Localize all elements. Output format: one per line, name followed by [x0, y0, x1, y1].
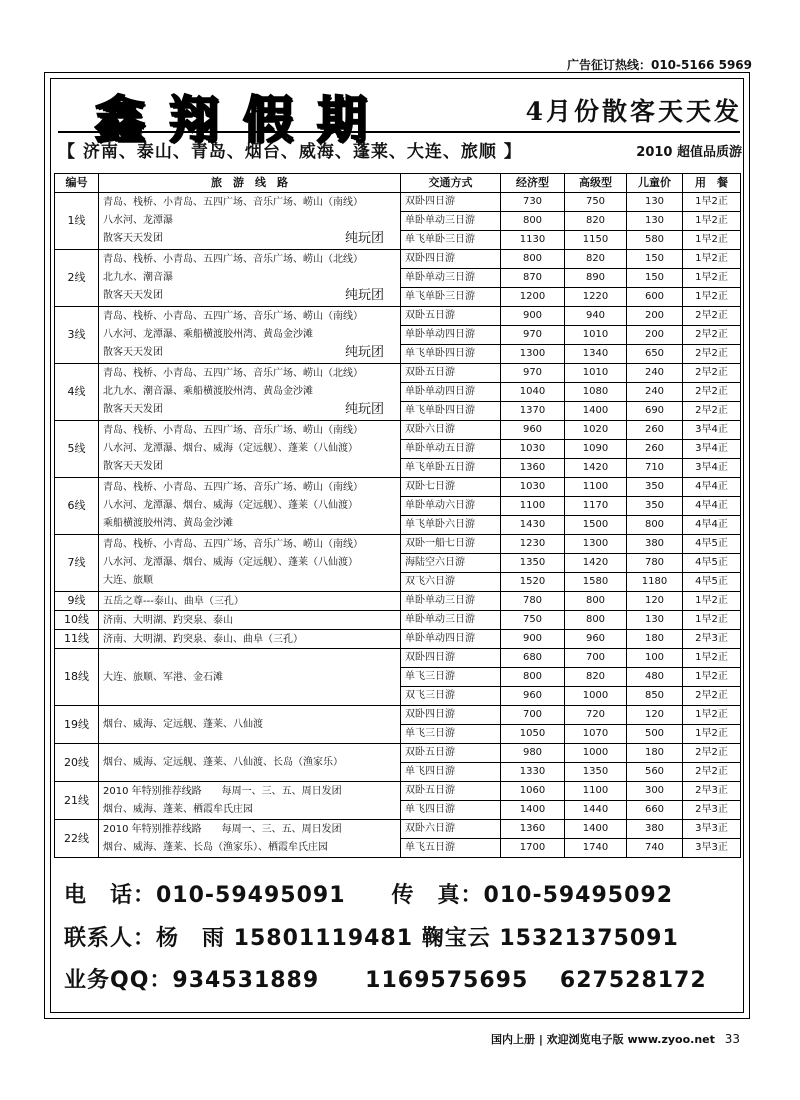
premium-price: 1070 [565, 725, 627, 744]
meals: 4早5正 [683, 554, 741, 573]
route-description [99, 611, 401, 630]
transport-mode: 双卧五日游 [401, 307, 501, 326]
table-header-row [55, 174, 741, 193]
premium-price: 1420 [565, 459, 627, 478]
child-price: 600 [627, 288, 683, 307]
route-description-line: 散客天天发团 [103, 461, 163, 472]
route-description-line: 乘船横渡胶州湾、黄岛金沙滩 [103, 518, 233, 529]
col-header-child: 儿童价 [627, 174, 683, 193]
economy-price: 1060 [501, 782, 565, 801]
premium-price: 1350 [565, 763, 627, 782]
meals: 2早2正 [683, 307, 741, 326]
transport-mode: 双卧四日游 [401, 250, 501, 269]
premium-price: 1400 [565, 820, 627, 839]
col-header-route: 旅 游 线 路 [99, 174, 401, 193]
premium-price: 1580 [565, 573, 627, 592]
col-header-meals: 用 餐 [683, 174, 741, 193]
child-price: 380 [627, 535, 683, 554]
meals: 1早2正 [683, 250, 741, 269]
premium-price: 940 [565, 307, 627, 326]
transport-mode: 海陆空六日游 [401, 554, 501, 573]
route-description-line: 烟台、威海、蓬莱、长岛（渔家乐）、栖霞牟氏庄园 [103, 841, 328, 853]
route-number: 20线 [55, 744, 99, 782]
child-price: 130 [627, 212, 683, 231]
transport-mode: 双飞三日游 [401, 687, 501, 706]
ad-hotline: 广告征订热线：010-5166 5969 [566, 58, 752, 72]
route-description-line: 散客天天发团 [103, 290, 163, 301]
premium-price: 1010 [565, 364, 627, 383]
meals: 1早2正 [683, 193, 741, 212]
brand-title: 鑫翔假期 [95, 90, 391, 149]
transport-mode: 双卧五日游 [401, 744, 501, 763]
route-description-line: 济南、大明湖、趵突泉、泰山 [103, 614, 233, 626]
table-row [55, 478, 741, 497]
route-number: 9线 [55, 592, 99, 611]
premium-price: 1150 [565, 231, 627, 250]
transport-mode: 单飞单卧三日游 [401, 231, 501, 250]
page-footer [491, 1031, 740, 1047]
route-description-line: 散客天天发团 [103, 404, 163, 415]
meals: 3早4正 [683, 440, 741, 459]
route-description-line: 烟台、威海、蓬莱、栖霞牟氏庄园 [103, 803, 253, 815]
premium-price: 1090 [565, 440, 627, 459]
child-price: 300 [627, 782, 683, 801]
economy-price: 730 [501, 193, 565, 212]
routes-table [54, 173, 741, 858]
premium-price: 820 [565, 668, 627, 687]
premium-price: 1020 [565, 421, 627, 440]
route-number: 21线 [55, 782, 99, 820]
child-price: 130 [627, 193, 683, 212]
monthly-heading: 4月份散客天天发 [525, 97, 742, 126]
premium-price: 1010 [565, 326, 627, 345]
route-number: 11线 [55, 630, 99, 649]
economy-price: 1030 [501, 440, 565, 459]
quality-label: 2010 超值品质游 [636, 145, 742, 160]
qq-line: 业务QQ：934531889 1169575695 627528172 [64, 968, 707, 993]
transport-mode: 双卧四日游 [401, 649, 501, 668]
child-price: 150 [627, 250, 683, 269]
table-row [55, 592, 741, 611]
meals: 3早4正 [683, 421, 741, 440]
premium-price: 1100 [565, 478, 627, 497]
routes-body [55, 193, 741, 858]
table-row [55, 250, 741, 269]
route-description-line: 散客天天发团 [103, 233, 163, 244]
table-row [55, 307, 741, 326]
transport-mode: 单卧单动四日游 [401, 630, 501, 649]
route-number: 1线 [55, 193, 99, 250]
route-description-line: 青岛、栈桥、小青岛、五四广场、音乐广场、崂山（南线） [103, 482, 363, 493]
meals: 2早3正 [683, 801, 741, 820]
transport-mode: 单飞单卧六日游 [401, 516, 501, 535]
transport-mode: 单卧单动四日游 [401, 383, 501, 402]
col-header-transport: 交通方式 [401, 174, 501, 193]
route-description-line: 青岛、栈桥、小青岛、五四广场、音乐广场、崂山（南线） [103, 197, 363, 208]
economy-price: 1130 [501, 231, 565, 250]
route-number: 2线 [55, 250, 99, 307]
transport-mode: 双卧六日游 [401, 421, 501, 440]
meals: 2早2正 [683, 744, 741, 763]
economy-price: 1370 [501, 402, 565, 421]
premium-price: 1400 [565, 402, 627, 421]
col-header-premium: 高级型 [565, 174, 627, 193]
route-description [99, 535, 401, 592]
transport-mode: 单飞四日游 [401, 801, 501, 820]
route-number: 22线 [55, 820, 99, 858]
transport-mode: 双卧四日游 [401, 706, 501, 725]
transport-mode: 双飞六日游 [401, 573, 501, 592]
premium-price: 960 [565, 630, 627, 649]
route-description-line: 青岛、栈桥、小青岛、五四广场、音乐广场、崂山（南线） [103, 539, 363, 550]
route-description-line: 八水河、龙潭瀑、乘船横渡胶州湾、黄岛金沙滩 [103, 329, 313, 340]
economy-price: 800 [501, 250, 565, 269]
child-price: 780 [627, 554, 683, 573]
child-price: 710 [627, 459, 683, 478]
route-description [99, 649, 401, 706]
economy-price: 1230 [501, 535, 565, 554]
child-price: 740 [627, 839, 683, 858]
route-description [99, 250, 401, 307]
route-description-line: 八水河、龙潭瀑、烟台、威海（定远舰）、蓬莱（八仙渡） [103, 557, 358, 568]
header-divider [58, 131, 740, 133]
route-description-line: 北九水、潮音瀑 [103, 272, 173, 283]
child-price: 690 [627, 402, 683, 421]
child-price: 240 [627, 364, 683, 383]
child-price: 560 [627, 763, 683, 782]
economy-price: 1360 [501, 459, 565, 478]
child-price: 580 [627, 231, 683, 250]
economy-price: 1100 [501, 497, 565, 516]
transport-mode: 单卧单动四日游 [401, 326, 501, 345]
transport-mode: 单飞三日游 [401, 725, 501, 744]
child-price: 480 [627, 668, 683, 687]
meals: 1早2正 [683, 611, 741, 630]
route-number: 4线 [55, 364, 99, 421]
transport-mode: 单卧单动五日游 [401, 440, 501, 459]
transport-mode: 单飞单卧五日游 [401, 459, 501, 478]
child-price: 150 [627, 269, 683, 288]
premium-price: 1300 [565, 535, 627, 554]
page-number: 33 [724, 1032, 740, 1046]
route-description [99, 307, 401, 364]
transport-mode: 单飞单卧三日游 [401, 288, 501, 307]
economy-price: 1430 [501, 516, 565, 535]
transport-mode: 单飞单卧四日游 [401, 402, 501, 421]
table-row [55, 782, 741, 801]
meals: 2早3正 [683, 630, 741, 649]
route-description [99, 421, 401, 478]
pure-tour-tag: 纯玩团 [344, 231, 384, 246]
pure-tour-tag: 纯玩团 [344, 345, 384, 360]
premium-price: 1170 [565, 497, 627, 516]
meals: 2早2正 [683, 763, 741, 782]
economy-price: 970 [501, 326, 565, 345]
route-description [99, 193, 401, 250]
transport-mode: 单卧单动三日游 [401, 212, 501, 231]
economy-price: 870 [501, 269, 565, 288]
premium-price: 1340 [565, 345, 627, 364]
economy-price: 960 [501, 421, 565, 440]
route-description-line: 青岛、栈桥、小青岛、五四广场、音乐广场、崂山（南线） [103, 425, 363, 436]
meals: 2早2正 [683, 326, 741, 345]
route-number: 5线 [55, 421, 99, 478]
pure-tour-tag: 纯玩团 [344, 288, 384, 303]
child-price: 350 [627, 497, 683, 516]
contact-persons-line: 联系人：杨 雨 15801119481 鞠宝云 15321375091 [64, 926, 679, 951]
route-number: 18线 [55, 649, 99, 706]
premium-price: 720 [565, 706, 627, 725]
route-description-line: 青岛、栈桥、小青岛、五四广场、音乐广场、崂山（北线） [103, 368, 363, 379]
meals: 4早4正 [683, 516, 741, 535]
economy-price: 800 [501, 212, 565, 231]
meals: 1早2正 [683, 668, 741, 687]
route-description-line: 烟台、威海、定远舰、蓬莱、八仙渡、长岛（渔家乐） [103, 756, 343, 768]
economy-price: 1040 [501, 383, 565, 402]
transport-mode: 双卧六日游 [401, 820, 501, 839]
transport-mode: 双卧七日游 [401, 478, 501, 497]
economy-price: 800 [501, 668, 565, 687]
meals: 4早5正 [683, 535, 741, 554]
phone-fax-line: 电 话：010-59495091 传 真：010-59495092 [64, 883, 674, 908]
economy-price: 780 [501, 592, 565, 611]
transport-mode: 双卧五日游 [401, 364, 501, 383]
premium-price: 1000 [565, 687, 627, 706]
premium-price: 1500 [565, 516, 627, 535]
child-price: 240 [627, 383, 683, 402]
economy-price: 980 [501, 744, 565, 763]
route-description [99, 630, 401, 649]
child-price: 660 [627, 801, 683, 820]
route-description-line: 烟台、威海、定远舰、蓬莱、八仙渡 [103, 718, 263, 730]
economy-price: 1200 [501, 288, 565, 307]
economy-price: 900 [501, 630, 565, 649]
meals: 4早4正 [683, 478, 741, 497]
meals: 2早2正 [683, 402, 741, 421]
meals: 1早2正 [683, 592, 741, 611]
child-price: 260 [627, 440, 683, 459]
route-description [99, 744, 401, 782]
economy-price: 1030 [501, 478, 565, 497]
child-price: 650 [627, 345, 683, 364]
route-description-line: 济南、大明湖、趵突泉、泰山、曲阜（三孔） [103, 633, 303, 645]
route-number: 3线 [55, 307, 99, 364]
route-description-line: 2010 年特别推荐线路 每周一、三、五、周日发团 [103, 823, 342, 835]
footer-text: 国内上册 | 欢迎浏览电子版 www.zyoo.net [490, 1033, 715, 1046]
route-description [99, 592, 401, 611]
premium-price: 820 [565, 212, 627, 231]
transport-mode: 单飞三日游 [401, 668, 501, 687]
route-description-line: 大连、旅顺、军港、金石滩 [103, 671, 223, 683]
meals: 1早2正 [683, 269, 741, 288]
child-price: 380 [627, 820, 683, 839]
route-description-line: 大连、旅顺 [103, 575, 153, 586]
route-description-line: 北九水、潮音瀑、乘船横渡胶州湾、黄岛金沙滩 [103, 386, 313, 397]
transport-mode: 单卧单动三日游 [401, 611, 501, 630]
child-price: 850 [627, 687, 683, 706]
route-number: 7线 [55, 535, 99, 592]
transport-mode: 双卧四日游 [401, 193, 501, 212]
premium-price: 800 [565, 592, 627, 611]
child-price: 100 [627, 649, 683, 668]
table-row [55, 611, 741, 630]
meals: 2早3正 [683, 782, 741, 801]
transport-mode: 单卧单动三日游 [401, 592, 501, 611]
route-description-line: 散客天天发团 [103, 347, 163, 358]
meals: 2早2正 [683, 687, 741, 706]
child-price: 350 [627, 478, 683, 497]
destinations-line: 【 济南、泰山、青岛、烟台、威海、蓬莱、大连、旅顺 】 [58, 142, 522, 162]
meals: 4早5正 [683, 573, 741, 592]
economy-price: 970 [501, 364, 565, 383]
child-price: 130 [627, 611, 683, 630]
economy-price: 1700 [501, 839, 565, 858]
table-row [55, 535, 741, 554]
premium-price: 1080 [565, 383, 627, 402]
premium-price: 820 [565, 250, 627, 269]
table-row [55, 820, 741, 839]
premium-price: 1000 [565, 744, 627, 763]
economy-price: 1300 [501, 345, 565, 364]
meals: 1早2正 [683, 706, 741, 725]
route-description-line: 八水河、龙潭瀑 [103, 215, 173, 226]
economy-price: 1350 [501, 554, 565, 573]
route-description [99, 364, 401, 421]
meals: 3早4正 [683, 459, 741, 478]
transport-mode: 单飞四日游 [401, 763, 501, 782]
child-price: 1180 [627, 573, 683, 592]
meals: 2早2正 [683, 383, 741, 402]
economy-price: 750 [501, 611, 565, 630]
route-description-line: 八水河、龙潭瀑、烟台、威海（定远舰）、蓬莱（八仙渡） [103, 500, 358, 511]
premium-price: 1220 [565, 288, 627, 307]
economy-price: 700 [501, 706, 565, 725]
table-row [55, 706, 741, 725]
pure-tour-tag: 纯玩团 [344, 402, 384, 417]
child-price: 120 [627, 706, 683, 725]
route-number: 6线 [55, 478, 99, 535]
economy-price: 1330 [501, 763, 565, 782]
economy-price: 1520 [501, 573, 565, 592]
transport-mode: 双卧一船七日游 [401, 535, 501, 554]
route-description-line: 八水河、龙潭瀑、烟台、威海（定远舰）、蓬莱（八仙渡） [103, 443, 358, 454]
economy-price: 900 [501, 307, 565, 326]
meals: 2早2正 [683, 364, 741, 383]
transport-mode: 单卧单动六日游 [401, 497, 501, 516]
child-price: 200 [627, 326, 683, 345]
col-header-no: 编号 [55, 174, 99, 193]
table-row [55, 744, 741, 763]
route-description-line: 青岛、栈桥、小青岛、五四广场、音乐广场、崂山（北线） [103, 254, 363, 265]
meals: 1早2正 [683, 725, 741, 744]
route-number: 10线 [55, 611, 99, 630]
premium-price: 1100 [565, 782, 627, 801]
economy-price: 1360 [501, 820, 565, 839]
route-description-line: 五岳之尊---泰山、曲阜（三孔） [103, 595, 244, 607]
route-description [99, 478, 401, 535]
premium-price: 1440 [565, 801, 627, 820]
meals: 2早2正 [683, 345, 741, 364]
transport-mode: 单飞五日游 [401, 839, 501, 858]
premium-price: 1420 [565, 554, 627, 573]
route-description-line: 青岛、栈桥、小青岛、五四广场、音乐广场、崂山（南线） [103, 311, 363, 322]
child-price: 800 [627, 516, 683, 535]
transport-mode: 单飞单卧四日游 [401, 345, 501, 364]
meals: 1早2正 [683, 649, 741, 668]
table-row [55, 649, 741, 668]
child-price: 180 [627, 744, 683, 763]
child-price: 120 [627, 592, 683, 611]
meals: 3早3正 [683, 839, 741, 858]
premium-price: 800 [565, 611, 627, 630]
route-number: 19线 [55, 706, 99, 744]
transport-mode: 双卧五日游 [401, 782, 501, 801]
meals: 1早2正 [683, 212, 741, 231]
child-price: 500 [627, 725, 683, 744]
meals: 1早2正 [683, 231, 741, 250]
table-row [55, 630, 741, 649]
economy-price: 1400 [501, 801, 565, 820]
route-description [99, 706, 401, 744]
table-row [55, 193, 741, 212]
premium-price: 1740 [565, 839, 627, 858]
economy-price: 1050 [501, 725, 565, 744]
table-row [55, 364, 741, 383]
child-price: 200 [627, 307, 683, 326]
route-description-line: 2010 年特别推荐线路 每周一、三、五、周日发团 [103, 785, 342, 797]
premium-price: 890 [565, 269, 627, 288]
child-price: 180 [627, 630, 683, 649]
table-row [55, 421, 741, 440]
child-price: 260 [627, 421, 683, 440]
meals: 3早3正 [683, 820, 741, 839]
premium-price: 750 [565, 193, 627, 212]
col-header-economy: 经济型 [501, 174, 565, 193]
meals: 4早4正 [683, 497, 741, 516]
premium-price: 700 [565, 649, 627, 668]
economy-price: 960 [501, 687, 565, 706]
route-description [99, 820, 401, 858]
meals: 1早2正 [683, 288, 741, 307]
economy-price: 680 [501, 649, 565, 668]
route-description [99, 782, 401, 820]
transport-mode: 单卧单动三日游 [401, 269, 501, 288]
